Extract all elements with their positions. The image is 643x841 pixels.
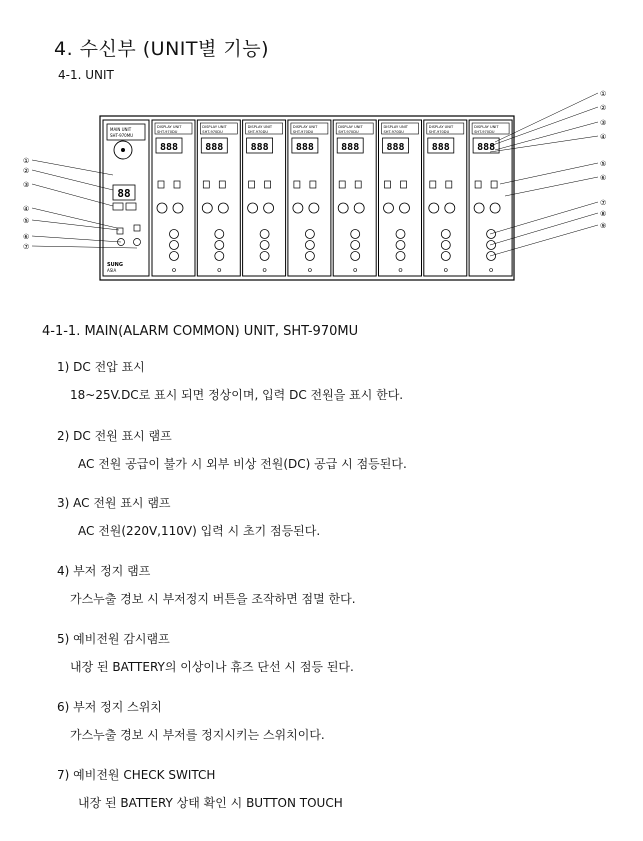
main-unit-label: MAIN UNIT [110, 127, 132, 132]
item-2-heading: 2) DC 전원 표시 램프 [57, 429, 172, 443]
control-button[interactable] [487, 241, 496, 250]
alarm-lamp-2 [219, 181, 225, 188]
control-button[interactable] [351, 252, 360, 261]
callout-left: ⑤ [23, 217, 30, 225]
alarm-lamp-1 [475, 181, 481, 188]
callout-left: ⑦ [23, 243, 30, 251]
display-unit-model: SHT-970DU [247, 130, 269, 134]
item-3-body: AC 전원(220V,110V) 입력 시 초기 점등된다. [78, 524, 321, 538]
display-unit-model: SHT-970DU [474, 130, 495, 134]
alarm-lamp-1 [249, 181, 255, 188]
control-button[interactable] [396, 252, 405, 261]
alarm-lamp-2 [446, 181, 452, 188]
display-unit-model: SHT-970DU [338, 130, 359, 134]
item-4-heading: 4) 부저 정지 램프 [57, 564, 151, 578]
control-button[interactable] [396, 230, 405, 239]
brand-line1: SUNG [107, 262, 123, 268]
alarm-lamp-1 [158, 181, 164, 188]
adjust-knob-2[interactable] [218, 203, 228, 213]
control-button[interactable] [305, 230, 314, 239]
brand-line2: ASIA [107, 268, 117, 273]
dc-voltage-value: 88 [117, 187, 131, 200]
adjust-knob-2[interactable] [264, 203, 274, 213]
display-unit [243, 120, 286, 276]
item-6-heading: 6) 부저 정지 스위치 [57, 700, 162, 714]
callout-right: ① [600, 90, 607, 98]
control-button[interactable] [170, 241, 179, 250]
callout-left: ② [23, 167, 30, 175]
alarm-lamp-1 [385, 181, 391, 188]
display-unit-model: SHT-970DU [428, 130, 450, 134]
control-button[interactable] [441, 252, 450, 261]
display-unit-label: DISPLAY UNIT [247, 125, 273, 129]
gas-level-value: 888 [295, 142, 314, 153]
adjust-knob-2[interactable] [445, 203, 455, 213]
alarm-lamp-2 [401, 181, 407, 188]
callout-right: ⑨ [600, 222, 607, 230]
control-button[interactable] [441, 241, 450, 250]
main-unit [103, 120, 149, 276]
callout-right: ④ [600, 133, 607, 141]
display-unit-model: SHT-970DU [202, 130, 223, 134]
control-button[interactable] [260, 241, 269, 250]
adjust-knob-2[interactable] [490, 203, 500, 213]
adjust-knob-2[interactable] [173, 203, 183, 213]
display-unit [379, 120, 422, 276]
display-unit-label: DISPLAY UNIT [428, 125, 454, 129]
callout-right: ② [600, 104, 607, 112]
battery-monitor-lamp [134, 225, 140, 231]
alarm-lamp-2 [491, 181, 497, 188]
callout-left: ① [23, 157, 30, 165]
gas-level-value: 888 [341, 142, 360, 153]
control-button[interactable] [396, 241, 405, 250]
display-unit [197, 120, 240, 276]
callout-right: ⑥ [600, 174, 607, 182]
gas-level-value: 888 [477, 142, 496, 153]
control-button[interactable] [170, 252, 179, 261]
callout-left: ④ [23, 205, 30, 213]
adjust-knob-1[interactable] [338, 203, 348, 213]
alarm-lamp-2 [355, 181, 361, 188]
alarm-lamp-1 [430, 181, 436, 188]
gas-level-value: 888 [431, 142, 450, 153]
display-unit-model: SHT-970DU [157, 130, 178, 134]
item-5-heading: 5) 예비전원 감시램프 [57, 632, 170, 646]
control-button[interactable] [487, 230, 496, 239]
alarm-lamp-2 [310, 181, 316, 188]
callout-right: ③ [600, 119, 607, 127]
control-button[interactable] [215, 241, 224, 250]
control-button[interactable] [305, 241, 314, 250]
display-unit-model: SHT-970DU [383, 130, 404, 134]
display-unit-model: SHT-970DU [292, 130, 314, 134]
control-button[interactable] [351, 241, 360, 250]
callout-left: ③ [23, 181, 30, 189]
alarm-lamp-2 [174, 181, 180, 188]
callout-left: ⑥ [23, 233, 30, 241]
control-button[interactable] [441, 230, 450, 239]
unit-diagram [20, 90, 620, 285]
buzzer-stop-lamp [117, 228, 123, 234]
callout-right: ⑧ [600, 210, 607, 218]
adjust-knob-1[interactable] [429, 203, 439, 213]
item-5-body: 내장 된 BATTERY의 이상이나 휴즈 단선 시 점등 된다. [70, 660, 354, 674]
display-unit-label: DISPLAY UNIT [383, 125, 408, 129]
item-1-heading: 1) DC 전압 표시 [57, 360, 145, 374]
callout-right: ⑦ [600, 199, 607, 207]
adjust-knob-2[interactable] [309, 203, 319, 213]
display-unit-label: DISPLAY UNIT [338, 125, 363, 129]
gas-level-value: 888 [386, 142, 405, 153]
display-unit [152, 120, 195, 276]
display-unit-label: DISPLAY UNIT [202, 125, 227, 129]
control-button[interactable] [260, 230, 269, 239]
item-2-body: AC 전원 공급이 불가 시 외부 비상 전원(DC) 공급 시 점등된다. [78, 457, 407, 471]
control-button[interactable] [305, 252, 314, 261]
adjust-knob-1[interactable] [248, 203, 258, 213]
adjust-knob-1[interactable] [474, 203, 484, 213]
display-unit [288, 120, 331, 276]
display-unit-label: DISPLAY UNIT [292, 125, 318, 129]
display-unit [469, 120, 512, 276]
control-button[interactable] [351, 230, 360, 239]
adjust-knob-2[interactable] [354, 203, 364, 213]
control-button[interactable] [170, 230, 179, 239]
adjust-knob-2[interactable] [400, 203, 410, 213]
display-unit-label: DISPLAY UNIT [474, 125, 499, 129]
adjust-knob-1[interactable] [293, 203, 303, 213]
subsection-title: 4-1. UNIT [58, 68, 114, 82]
gas-level-value: 888 [159, 142, 179, 153]
alarm-lamp-1 [203, 181, 209, 188]
item-7-body: 내장 된 BATTERY 상태 확인 시 BUTTON TOUCH [78, 796, 343, 810]
gas-level-value: 888 [205, 142, 224, 153]
page-title: 4. 수신부 (UNIT별 기능) [54, 38, 270, 60]
control-button[interactable] [487, 252, 496, 261]
item-1-body: 18~25V.DC로 표시 되면 정상이며, 입력 DC 전원을 표시 한다. [70, 388, 404, 402]
control-button[interactable] [260, 252, 269, 261]
item-7-heading: 7) 예비전원 CHECK SWITCH [57, 768, 216, 782]
display-unit-label: DISPLAY UNIT [157, 125, 182, 129]
main-unit-model: SHT-970MU [110, 133, 134, 138]
gas-level-value: 888 [250, 142, 269, 153]
alarm-lamp-1 [339, 181, 345, 188]
display-unit [333, 120, 376, 276]
adjust-knob-1[interactable] [384, 203, 394, 213]
alarm-lamp-2 [265, 181, 271, 188]
control-button[interactable] [215, 230, 224, 239]
dc-lamp [113, 203, 123, 210]
adjust-knob-1[interactable] [157, 203, 167, 213]
item-6-body: 가스누출 경보 시 부저를 정지시키는 스위치이다. [70, 728, 325, 742]
adjust-knob-1[interactable] [202, 203, 212, 213]
callout-right: ⑤ [600, 160, 607, 168]
item-3-heading: 3) AC 전원 표시 램프 [57, 496, 171, 510]
battery-check-switch[interactable] [134, 239, 141, 246]
item-4-body: 가스누출 경보 시 부저정지 버튼을 조작하면 점멸 한다. [70, 592, 356, 606]
ac-lamp [126, 203, 136, 210]
alarm-lamp-1 [294, 181, 300, 188]
section-title: 4-1-1. MAIN(ALARM COMMON) UNIT, SHT-970MU [42, 324, 359, 339]
control-button[interactable] [215, 252, 224, 261]
display-unit [424, 120, 467, 276]
